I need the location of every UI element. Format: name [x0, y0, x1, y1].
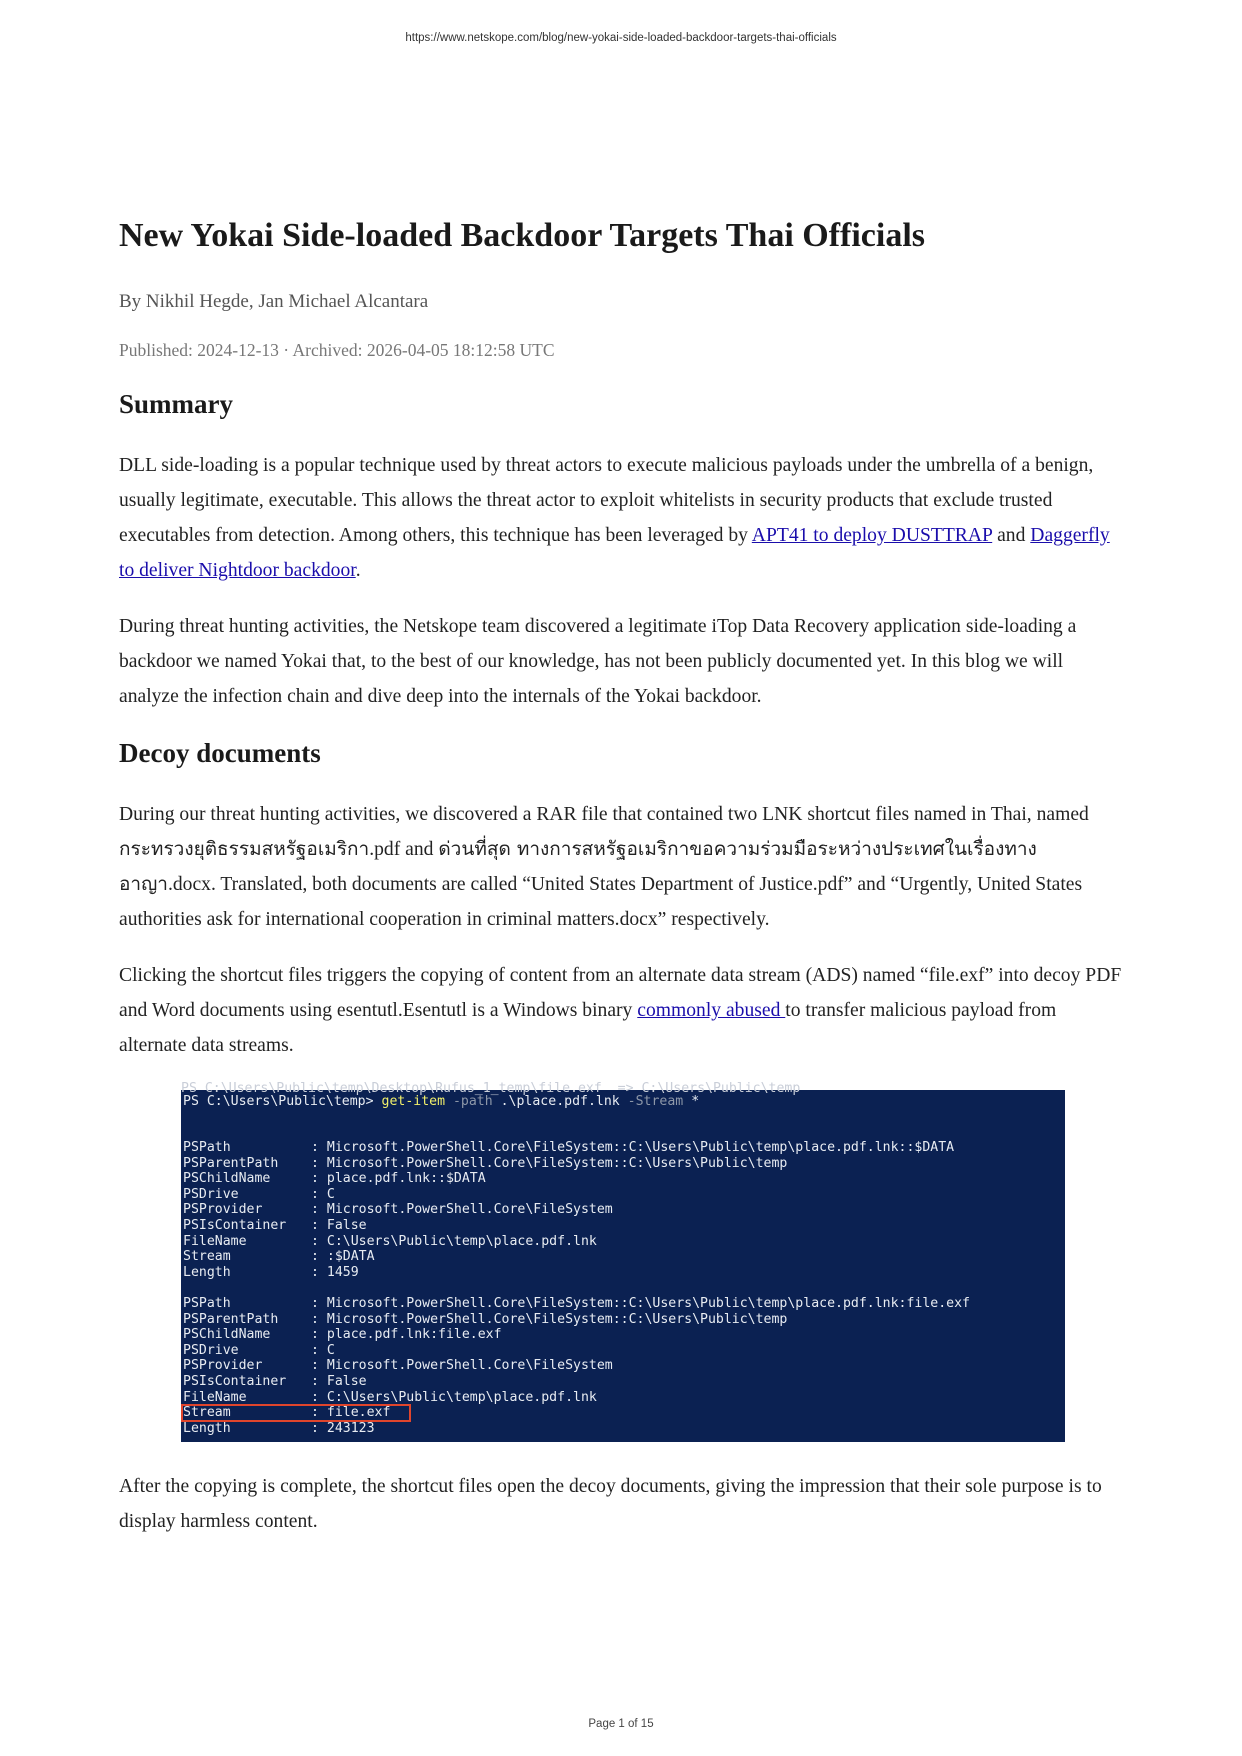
- powershell-screenshot: [181, 1081, 1065, 1442]
- powershell-property-name: PSProvider: [183, 1202, 263, 1218]
- powershell-property-value: : Microsoft.PowerShell.Core\FileSystem::C:\Users\Public\temp\place.pdf.lnk:file.exf: [311, 1296, 970, 1311]
- powershell-property-value: : Microsoft.PowerShell.Core\FileSystem::C:\Users\Public\temp\place.pdf.lnk::$DATA: [311, 1140, 955, 1155]
- powershell-property-name: FileName: [183, 1389, 247, 1405]
- powershell-property-name: FileName: [183, 1233, 247, 1249]
- powershell-output-row: [183, 1296, 970, 1312]
- powershell-output-row: [183, 1374, 970, 1390]
- article: [119, 212, 1125, 1539]
- powershell-param-stream: -Stream: [619, 1094, 684, 1109]
- article-title: New Yokai Side-loaded Backdoor Targets Thai Officials: [119, 217, 926, 254]
- powershell-arg-stream: *: [683, 1094, 700, 1109]
- powershell-property-value: : C:\Users\Public\temp\place.pdf.lnk: [311, 1233, 597, 1249]
- powershell-prompt: PS C:\Users\Public\temp>: [183, 1094, 382, 1109]
- powershell-property-name: PSPath: [183, 1296, 231, 1311]
- powershell-property-value: : C: [311, 1186, 335, 1202]
- powershell-property-value: : file.exf: [311, 1405, 391, 1421]
- powershell-property-value: : C:\Users\Public\temp\place.pdf.lnk: [311, 1389, 597, 1405]
- decoy-paragraph-3: After the copying is complete, the shortcut files open the decoy documents, giving the impression that their sole purpose is to display harmless content.: [119, 1476, 1102, 1532]
- article-byline: By Nikhil Hegde, Jan Michael Alcantara: [119, 291, 429, 312]
- powershell-output-row: [183, 1171, 954, 1187]
- powershell-property-value: : Microsoft.PowerShell.Core\FileSystem: [311, 1202, 613, 1218]
- decoy-documents-heading: Decoy documents: [119, 738, 321, 768]
- summary-paragraph-2: During threat hunting activities, the Netskope team discovered a legitimate iTop Data Recovery application side-loading a backdoor we named Yokai that, to the best of our knowledge, has not been publicly documented yet. In this blog we will analyze the infection chain and dive deep into the internals of the Yokai backdoor.: [119, 616, 1077, 707]
- decoy-p1-text-a: During our threat hunting activities, we discovered a RAR file that contained two LNK shortcut files named in Thai, named: [119, 804, 1089, 825]
- stream-highlight-box: [181, 1404, 411, 1422]
- powershell-property-name: PSDrive: [183, 1186, 239, 1202]
- decoy-p2-text-a: Clicking the shortcut files triggers the copying of content from an alternate data stream (ADS) named “file.exf” into decoy PDF and Word documents using esentutl.Esentutl is a Windows binary: [119, 965, 1122, 1021]
- powershell-property-name: Stream: [183, 1405, 231, 1421]
- summary-p1-text-a: DLL side-loading is a popular technique used by threat actors to execute malicious payloads under the umbrella of a benign, usually legitimate, executable. This allows the threat actor to exploit whitelists in security products that exclude trusted executables from detection. Among others, this technique has been leveraged by: [119, 455, 1094, 546]
- powershell-property-name: Stream: [183, 1249, 231, 1265]
- commonly-abused-link[interactable]: commonly abused: [637, 1000, 786, 1021]
- powershell-property-name: PSChildName: [183, 1171, 271, 1187]
- decoy-p2-text-b: to transfer malicious payload from alternate data streams.: [119, 1000, 1057, 1056]
- powershell-property-name: PSIsContainer: [183, 1217, 287, 1233]
- decoy-p1-text-b: .pdf and: [369, 839, 439, 860]
- powershell-property-name: PSParentPath: [183, 1311, 279, 1327]
- summary-paragraph-1: [119, 448, 1125, 588]
- powershell-output-row: [183, 1249, 954, 1265]
- powershell-output-row: [183, 1218, 954, 1234]
- powershell-arg-path: .\place.pdf.lnk: [492, 1094, 620, 1109]
- powershell-clipped-line: PS C:\Users\Public\temp\Desktop\Rufus_1_temp\file.exf => C:\Users\Public\temp: [181, 1081, 801, 1096]
- page-url-header: https://www.netskope.com/blog/new-yokai-side-loaded-backdoor-targets-thai-officials: [405, 32, 837, 44]
- powershell-output-row: [183, 1265, 954, 1281]
- powershell-cmdlet: get-item: [381, 1094, 446, 1109]
- powershell-property-value: : Microsoft.PowerShell.Core\FileSystem::C:\Users\Public\temp: [311, 1311, 788, 1327]
- powershell-output-row: [183, 1390, 970, 1406]
- powershell-output-row: [183, 1156, 954, 1172]
- powershell-output-row: [183, 1343, 970, 1359]
- powershell-output-row: [183, 1358, 970, 1374]
- summary-heading: Summary: [119, 389, 233, 419]
- powershell-property-value: : 1459: [311, 1264, 359, 1280]
- powershell-property-name: PSDrive: [183, 1342, 239, 1358]
- decoy-paragraph-2: [119, 958, 1125, 1063]
- powershell-property-value: : Microsoft.PowerShell.Core\FileSystem: [311, 1358, 613, 1374]
- powershell-property-value: : place.pdf.lnk::$DATA: [311, 1171, 486, 1187]
- powershell-property-name: PSProvider: [183, 1358, 263, 1374]
- summary-p1-text-c: .: [355, 560, 361, 581]
- powershell-property-name: PSPath: [183, 1140, 231, 1155]
- powershell-property-name: PSIsContainer: [183, 1373, 287, 1389]
- powershell-property-value: : :$DATA: [311, 1249, 375, 1265]
- powershell-output-block-1: [183, 1140, 954, 1280]
- powershell-property-value: : Microsoft.PowerShell.Core\FileSystem::C:\Users\Public\temp: [311, 1155, 788, 1171]
- powershell-output-row: [183, 1202, 954, 1218]
- summary-p1-text-b: and: [992, 525, 1031, 546]
- thai-filename-2: ด่วนที่สุด ทางการสหรัฐอเมริกาขอความร่วมมือระหว่างประเทศในเรื่องทางอาญา: [119, 838, 1037, 895]
- powershell-output-row: [183, 1327, 970, 1343]
- powershell-property-name: Length: [183, 1264, 231, 1280]
- thai-filename-1: กระทรวงยุติธรรมสหรัฐอเมริกา: [119, 838, 370, 860]
- page-number-footer: Page 1 of 15: [588, 1718, 654, 1730]
- powershell-output-row: [183, 1234, 954, 1250]
- powershell-property-value: : 243123: [311, 1420, 375, 1436]
- powershell-property-name: PSChildName: [183, 1327, 271, 1343]
- powershell-output-row: [183, 1187, 954, 1203]
- powershell-output-row: [183, 1421, 970, 1437]
- powershell-property-value: : C: [311, 1342, 335, 1358]
- decoy-p1-text-c: .docx. Translated, both documents are called “United States Department of Justice.pdf” and “Urgently, United States authorities ask for international cooperation in criminal matters.docx” respectively.: [119, 874, 1083, 930]
- powershell-param-path: -path: [445, 1094, 493, 1109]
- powershell-property-value: : place.pdf.lnk:file.exf: [311, 1327, 502, 1343]
- powershell-property-value: : False: [311, 1373, 367, 1389]
- daggerfly-nightdoor-link[interactable]: Daggerfly to deliver Nightdoor backdoor: [119, 525, 1110, 581]
- decoy-paragraph-1: [119, 797, 1125, 937]
- powershell-property-name: PSParentPath: [183, 1155, 279, 1171]
- powershell-property-name: Length: [183, 1420, 231, 1436]
- powershell-property-value: : False: [311, 1217, 367, 1233]
- powershell-command-line: [183, 1094, 699, 1110]
- apt41-dusttrap-link[interactable]: APT41 to deploy DUSTTRAP: [751, 525, 993, 546]
- powershell-output-row: [183, 1312, 970, 1328]
- powershell-output-row: [183, 1140, 954, 1156]
- article-published-date: Published: 2024-12-13 · Archived: 2026-04-05 18:12:58 UTC: [119, 340, 555, 360]
